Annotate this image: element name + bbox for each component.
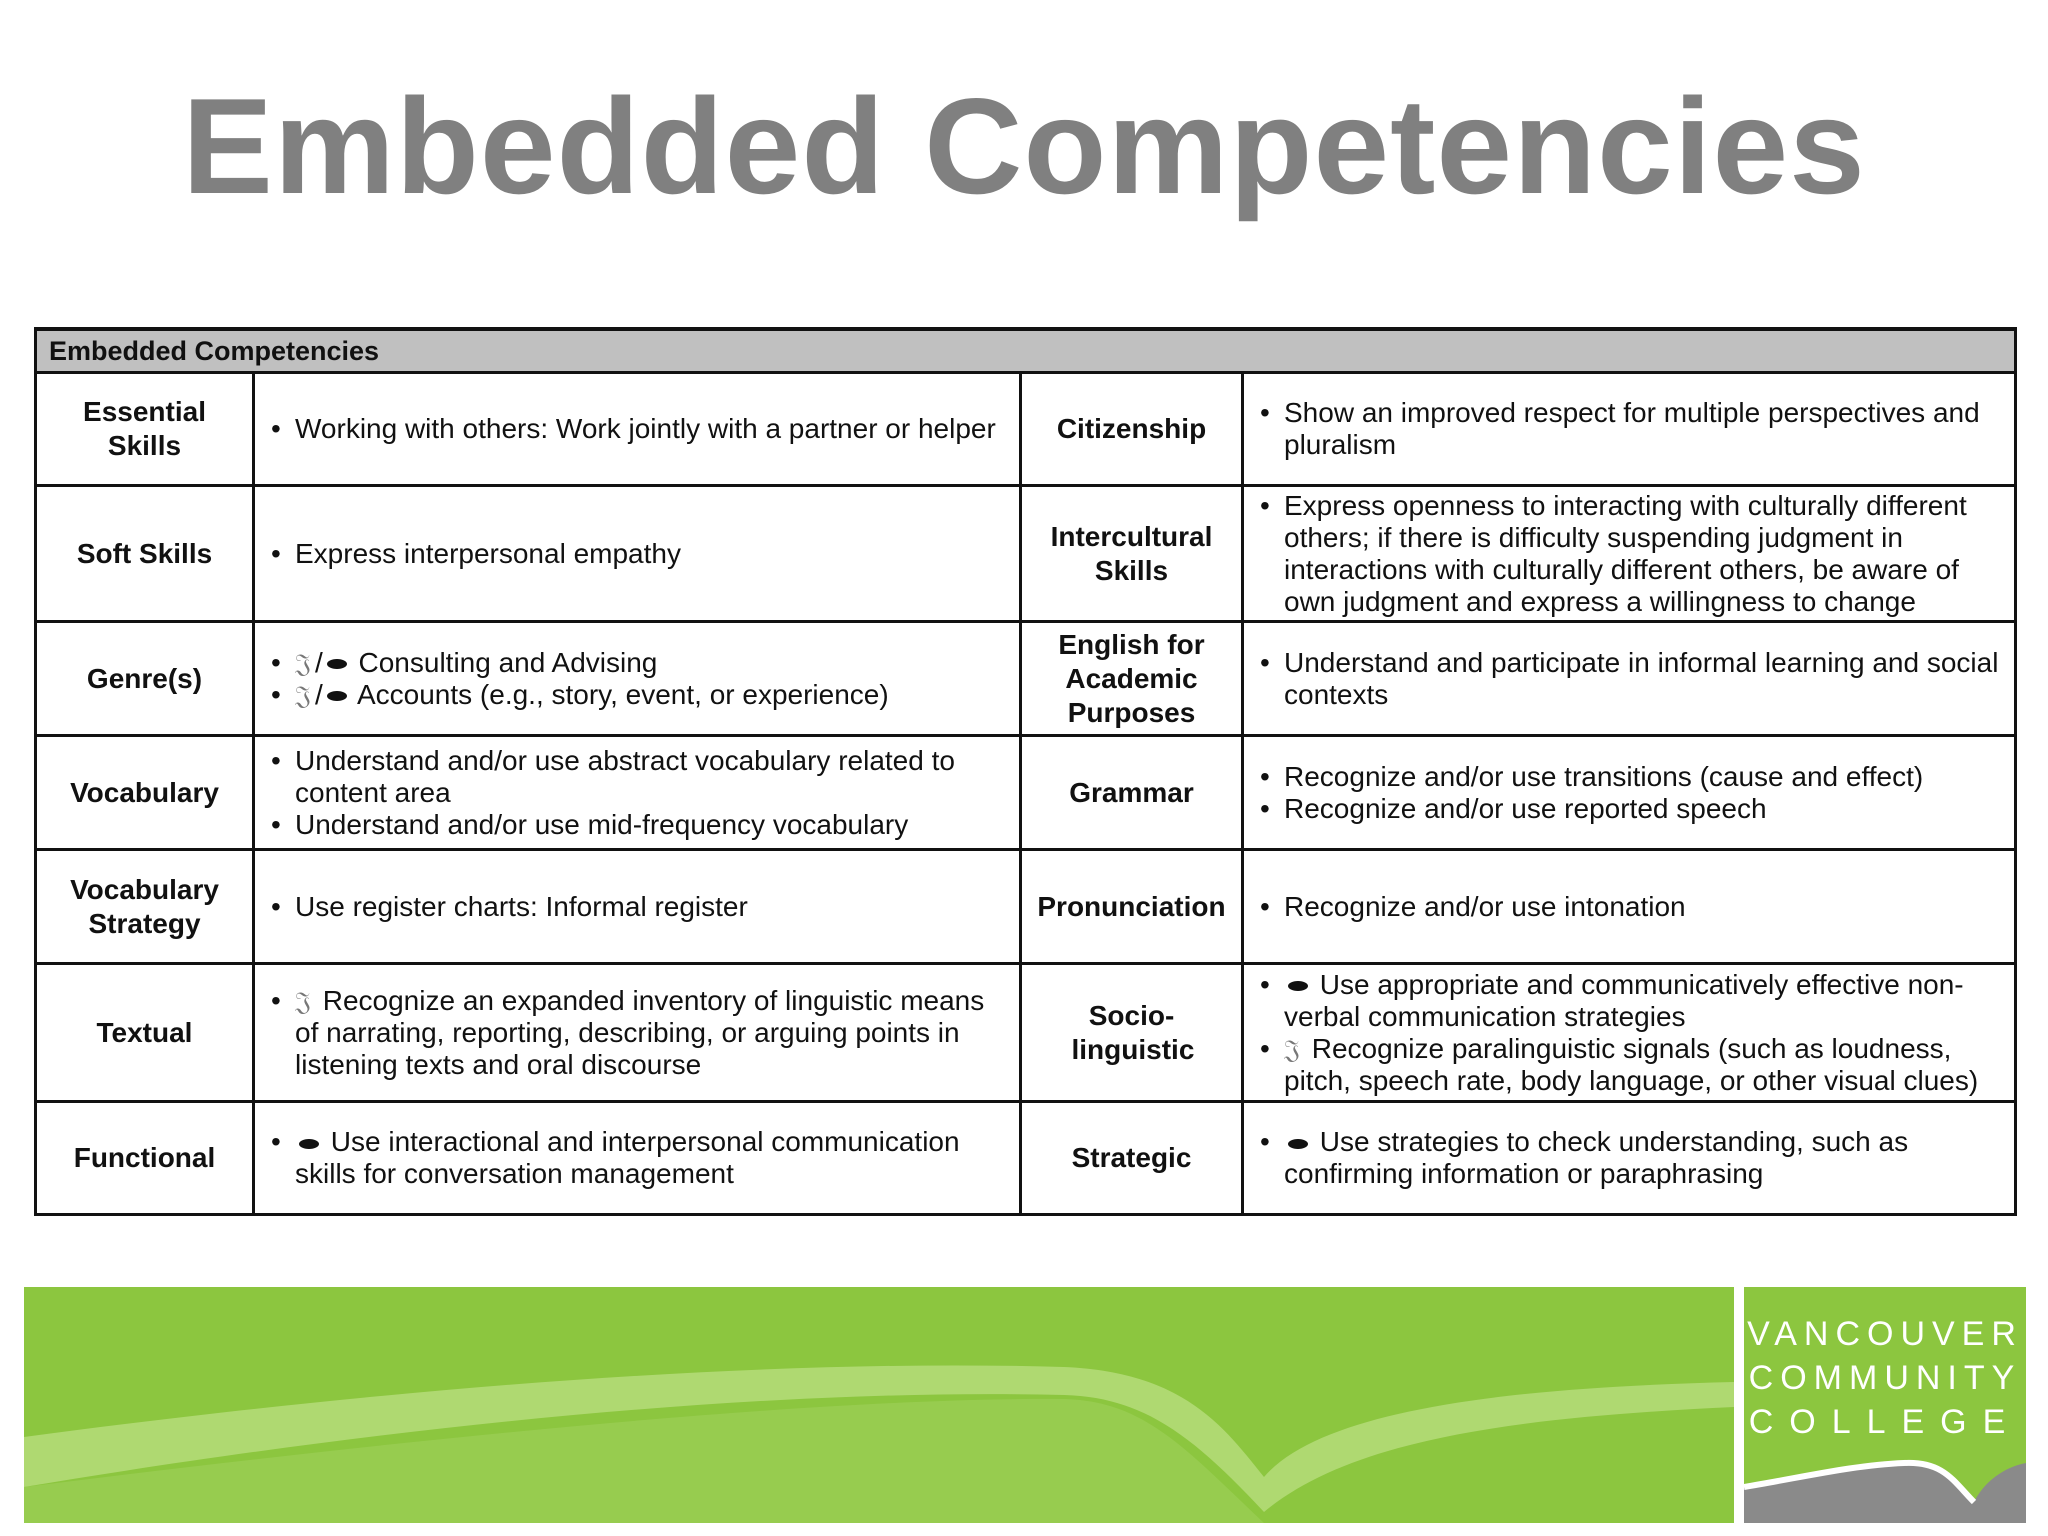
table-row [36,850,2016,964]
table-row [36,486,2016,622]
row-desc-soft-skills [254,486,1021,622]
list-item: • Recognize and/or use transitions (cause and effect) [1258,761,2008,793]
footer-swoosh [24,1287,1734,1523]
list-item: • Show an improved respect for multiple perspectives and pluralism [1258,397,2008,461]
mouth-icon [327,659,347,669]
table-row [36,373,2016,486]
row-label-citizenship: Citizenship [1021,373,1243,486]
list-item: • 𝔍 Recognize an expanded inventory of linguistic means of narrating, reporting, describing, or arguing points in listening texts and oral discourse [269,985,1013,1081]
list-item: • Recognize and/or use reported speech [1258,793,2008,825]
row-label-vocabulary: Vocabulary [36,736,254,850]
row-desc-sociolinguistic [1243,964,2016,1102]
row-desc-eap [1243,622,2016,736]
row-desc-pronunciation [1243,850,2016,964]
list-item: • Understand and/or use mid-frequency vocabulary [269,809,1013,841]
row-label-functional: Functional [36,1102,254,1215]
row-desc-intercultural-skills [1243,486,2016,622]
competencies-table [34,327,2017,1216]
row-label-strategic: Strategic [1021,1102,1243,1215]
row-desc-genres [254,622,1021,736]
table-row [36,964,2016,1102]
row-desc-citizenship [1243,373,2016,486]
list-item: • Understand and/or use abstract vocabulary related to content area [269,745,1013,809]
row-label-textual: Textual [36,964,254,1102]
table-row [36,736,2016,850]
mouth-icon [1288,981,1308,991]
list-item: • 𝔍 / Accounts (e.g., story, event, or experience) [269,679,1013,711]
list-item: • Recognize and/or use intonation [1258,891,2008,923]
list-item: • Understand and participate in informal learning and social contexts [1258,647,2008,711]
list-item: • 𝔍 Recognize paralinguistic signals (such as loudness, pitch, speech rate, body language, or other visual clues) [1258,1033,2008,1097]
table-row [36,1102,2016,1215]
logo-line-2: COMMUNITY [1748,1359,2022,1397]
row-label-intercultural-skills: Intercultural Skills [1021,486,1243,622]
row-label-soft-skills: Soft Skills [36,486,254,622]
college-logo [1744,1287,2026,1523]
list-item: • Working with others: Work jointly with a partner or helper [269,413,1013,445]
logo-line-3: COLLEGE [1748,1403,2022,1441]
ear-icon: 𝔍 [295,679,311,710]
table-row [36,622,2016,736]
ear-icon: 𝔍 [295,647,311,678]
row-label-vocabulary-strategy: Vocabulary Strategy [36,850,254,964]
list-item: • Use strategies to check understanding, such as confirming information or paraphrasing [1258,1126,2008,1190]
table-header: Embedded Competencies [36,329,2016,373]
row-label-sociolinguistic: Socio-linguistic [1021,964,1243,1102]
row-label-pronunciation: Pronunciation [1021,850,1243,964]
row-desc-functional [254,1102,1021,1215]
list-item: • Use interactional and interpersonal communication skills for conversation management [269,1126,1013,1190]
list-item: • Use appropriate and communicatively effective non-verbal communication strategies [1258,969,2008,1033]
row-desc-textual [254,964,1021,1102]
list-item: • Express openness to interacting with culturally different others; if there is difficulty suspending judgment in interactions with culturally different others, be aware of own judgment and express a willingness to change [1258,490,2008,618]
row-desc-strategic [1243,1102,2016,1215]
row-label-eap: English for Academic Purposes [1021,622,1243,736]
mouth-icon [299,1139,319,1149]
list-item: • 𝔍 / Consulting and Advising [269,647,1013,679]
logo-swoosh-icon [1744,1287,2026,1523]
row-desc-grammar [1243,736,2016,850]
row-label-genres: Genre(s) [36,622,254,736]
row-label-essential-skills: Essential Skills [36,373,254,486]
footer-band [24,1287,1734,1523]
row-desc-vocabulary [254,736,1021,850]
row-desc-essential-skills [254,373,1021,486]
list-item: • Express interpersonal empathy [269,538,1013,570]
mouth-icon [327,691,347,701]
row-label-grammar: Grammar [1021,736,1243,850]
slide-title: Embedded Competencies [182,70,1866,222]
ear-icon: 𝔍 [295,985,311,1016]
row-desc-vocabulary-strategy [254,850,1021,964]
icon-separator: / [314,678,323,710]
icon-separator: / [314,646,323,678]
mouth-icon [1288,1139,1308,1149]
list-item: • Use register charts: Informal register [269,891,1013,923]
ear-icon: 𝔍 [1284,1033,1300,1064]
logo-line-1: VANCOUVER [1747,1315,2023,1353]
table-header-row [36,329,2016,373]
